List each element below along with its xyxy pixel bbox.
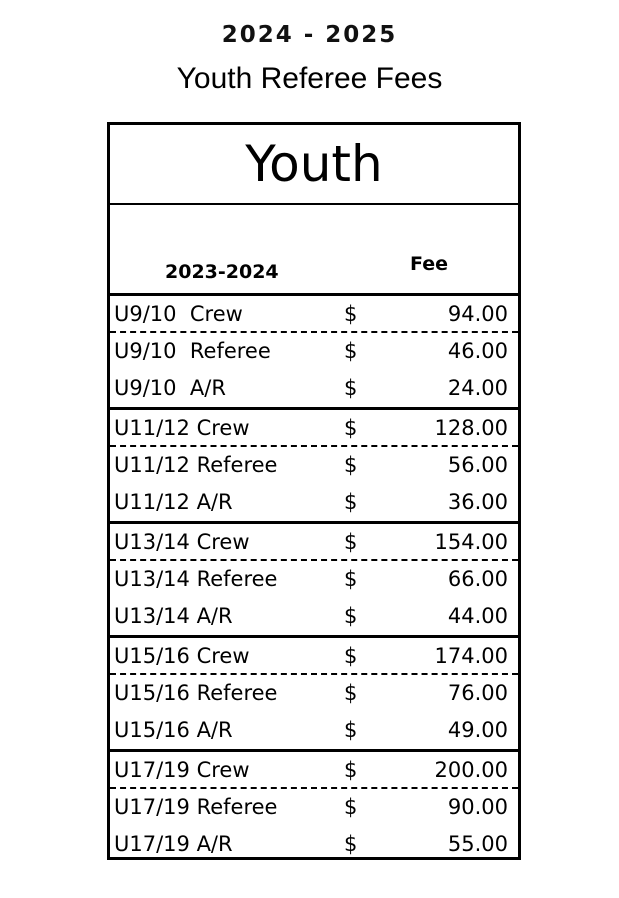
column-header-fee: Fee	[410, 253, 448, 275]
row-label: U9/10 Referee	[114, 339, 271, 363]
row-label: U9/10 A/R	[114, 376, 226, 400]
currency-symbol: $	[344, 339, 358, 363]
fee-amount: 55.00	[447, 832, 508, 856]
fee-amount: 46.00	[447, 339, 508, 363]
currency-symbol: $	[344, 832, 358, 856]
currency-symbol: $	[344, 302, 358, 326]
table-row	[110, 598, 518, 635]
fee-amount: 174.00	[434, 644, 508, 668]
fee-amount: 66.00	[447, 567, 508, 591]
table-row	[110, 675, 518, 712]
row-label: U11/12 A/R	[114, 490, 233, 514]
row-label: U9/10 Crew	[114, 302, 243, 326]
currency-symbol: $	[344, 758, 358, 782]
row-label: U11/12 Referee	[114, 453, 278, 477]
fee-amount: 200.00	[434, 758, 508, 782]
currency-symbol: $	[344, 795, 358, 819]
fee-group	[110, 521, 518, 635]
row-label: U17/19 Referee	[114, 795, 278, 819]
fee-amount: 154.00	[434, 530, 508, 554]
fee-amount: 90.00	[447, 795, 508, 819]
table-row	[110, 638, 518, 675]
fee-groups	[110, 296, 518, 863]
table-row	[110, 333, 518, 370]
row-label: U17/19 A/R	[114, 832, 233, 856]
table-row	[110, 484, 518, 521]
table-row	[110, 561, 518, 598]
table-row	[110, 296, 518, 333]
currency-symbol: $	[344, 644, 358, 668]
currency-symbol: $	[344, 604, 358, 628]
fee-amount: 128.00	[434, 416, 508, 440]
fee-amount: 94.00	[447, 302, 508, 326]
document-title: Youth Referee Fees	[176, 62, 443, 95]
fee-group	[110, 749, 518, 863]
currency-symbol: $	[344, 681, 358, 705]
column-header-season: 2023-2024	[165, 261, 279, 283]
row-label: U13/14 A/R	[114, 604, 233, 628]
currency-symbol: $	[344, 453, 358, 477]
row-label: U13/14 Referee	[114, 567, 278, 591]
fee-group	[110, 407, 518, 521]
currency-symbol: $	[344, 567, 358, 591]
currency-symbol: $	[344, 490, 358, 514]
fee-amount: 76.00	[447, 681, 508, 705]
table-row	[110, 524, 518, 561]
table-row	[110, 410, 518, 447]
row-label: U13/14 Crew	[114, 530, 250, 554]
fee-group	[110, 635, 518, 749]
row-label: U17/19 Crew	[114, 758, 250, 782]
fee-group	[110, 296, 518, 407]
season-heading: 2024 - 2025	[221, 22, 398, 48]
table-row	[110, 712, 518, 749]
currency-symbol: $	[344, 718, 358, 742]
table-row	[110, 447, 518, 484]
column-header-row	[110, 205, 518, 296]
fee-amount: 36.00	[447, 490, 508, 514]
row-label: U15/16 Referee	[114, 681, 278, 705]
table-title: Youth	[110, 125, 518, 205]
table-row	[110, 370, 518, 407]
currency-symbol: $	[344, 416, 358, 440]
row-label: U15/16 Crew	[114, 644, 250, 668]
table-row	[110, 752, 518, 789]
fee-amount: 49.00	[447, 718, 508, 742]
row-label: U15/16 A/R	[114, 718, 233, 742]
table-row	[110, 826, 518, 863]
row-label: U11/12 Crew	[114, 416, 250, 440]
fee-amount: 24.00	[447, 376, 508, 400]
fee-table	[107, 122, 521, 860]
currency-symbol: $	[344, 530, 358, 554]
currency-symbol: $	[344, 376, 358, 400]
fee-amount: 44.00	[447, 604, 508, 628]
fee-amount: 56.00	[447, 453, 508, 477]
table-row	[110, 789, 518, 826]
